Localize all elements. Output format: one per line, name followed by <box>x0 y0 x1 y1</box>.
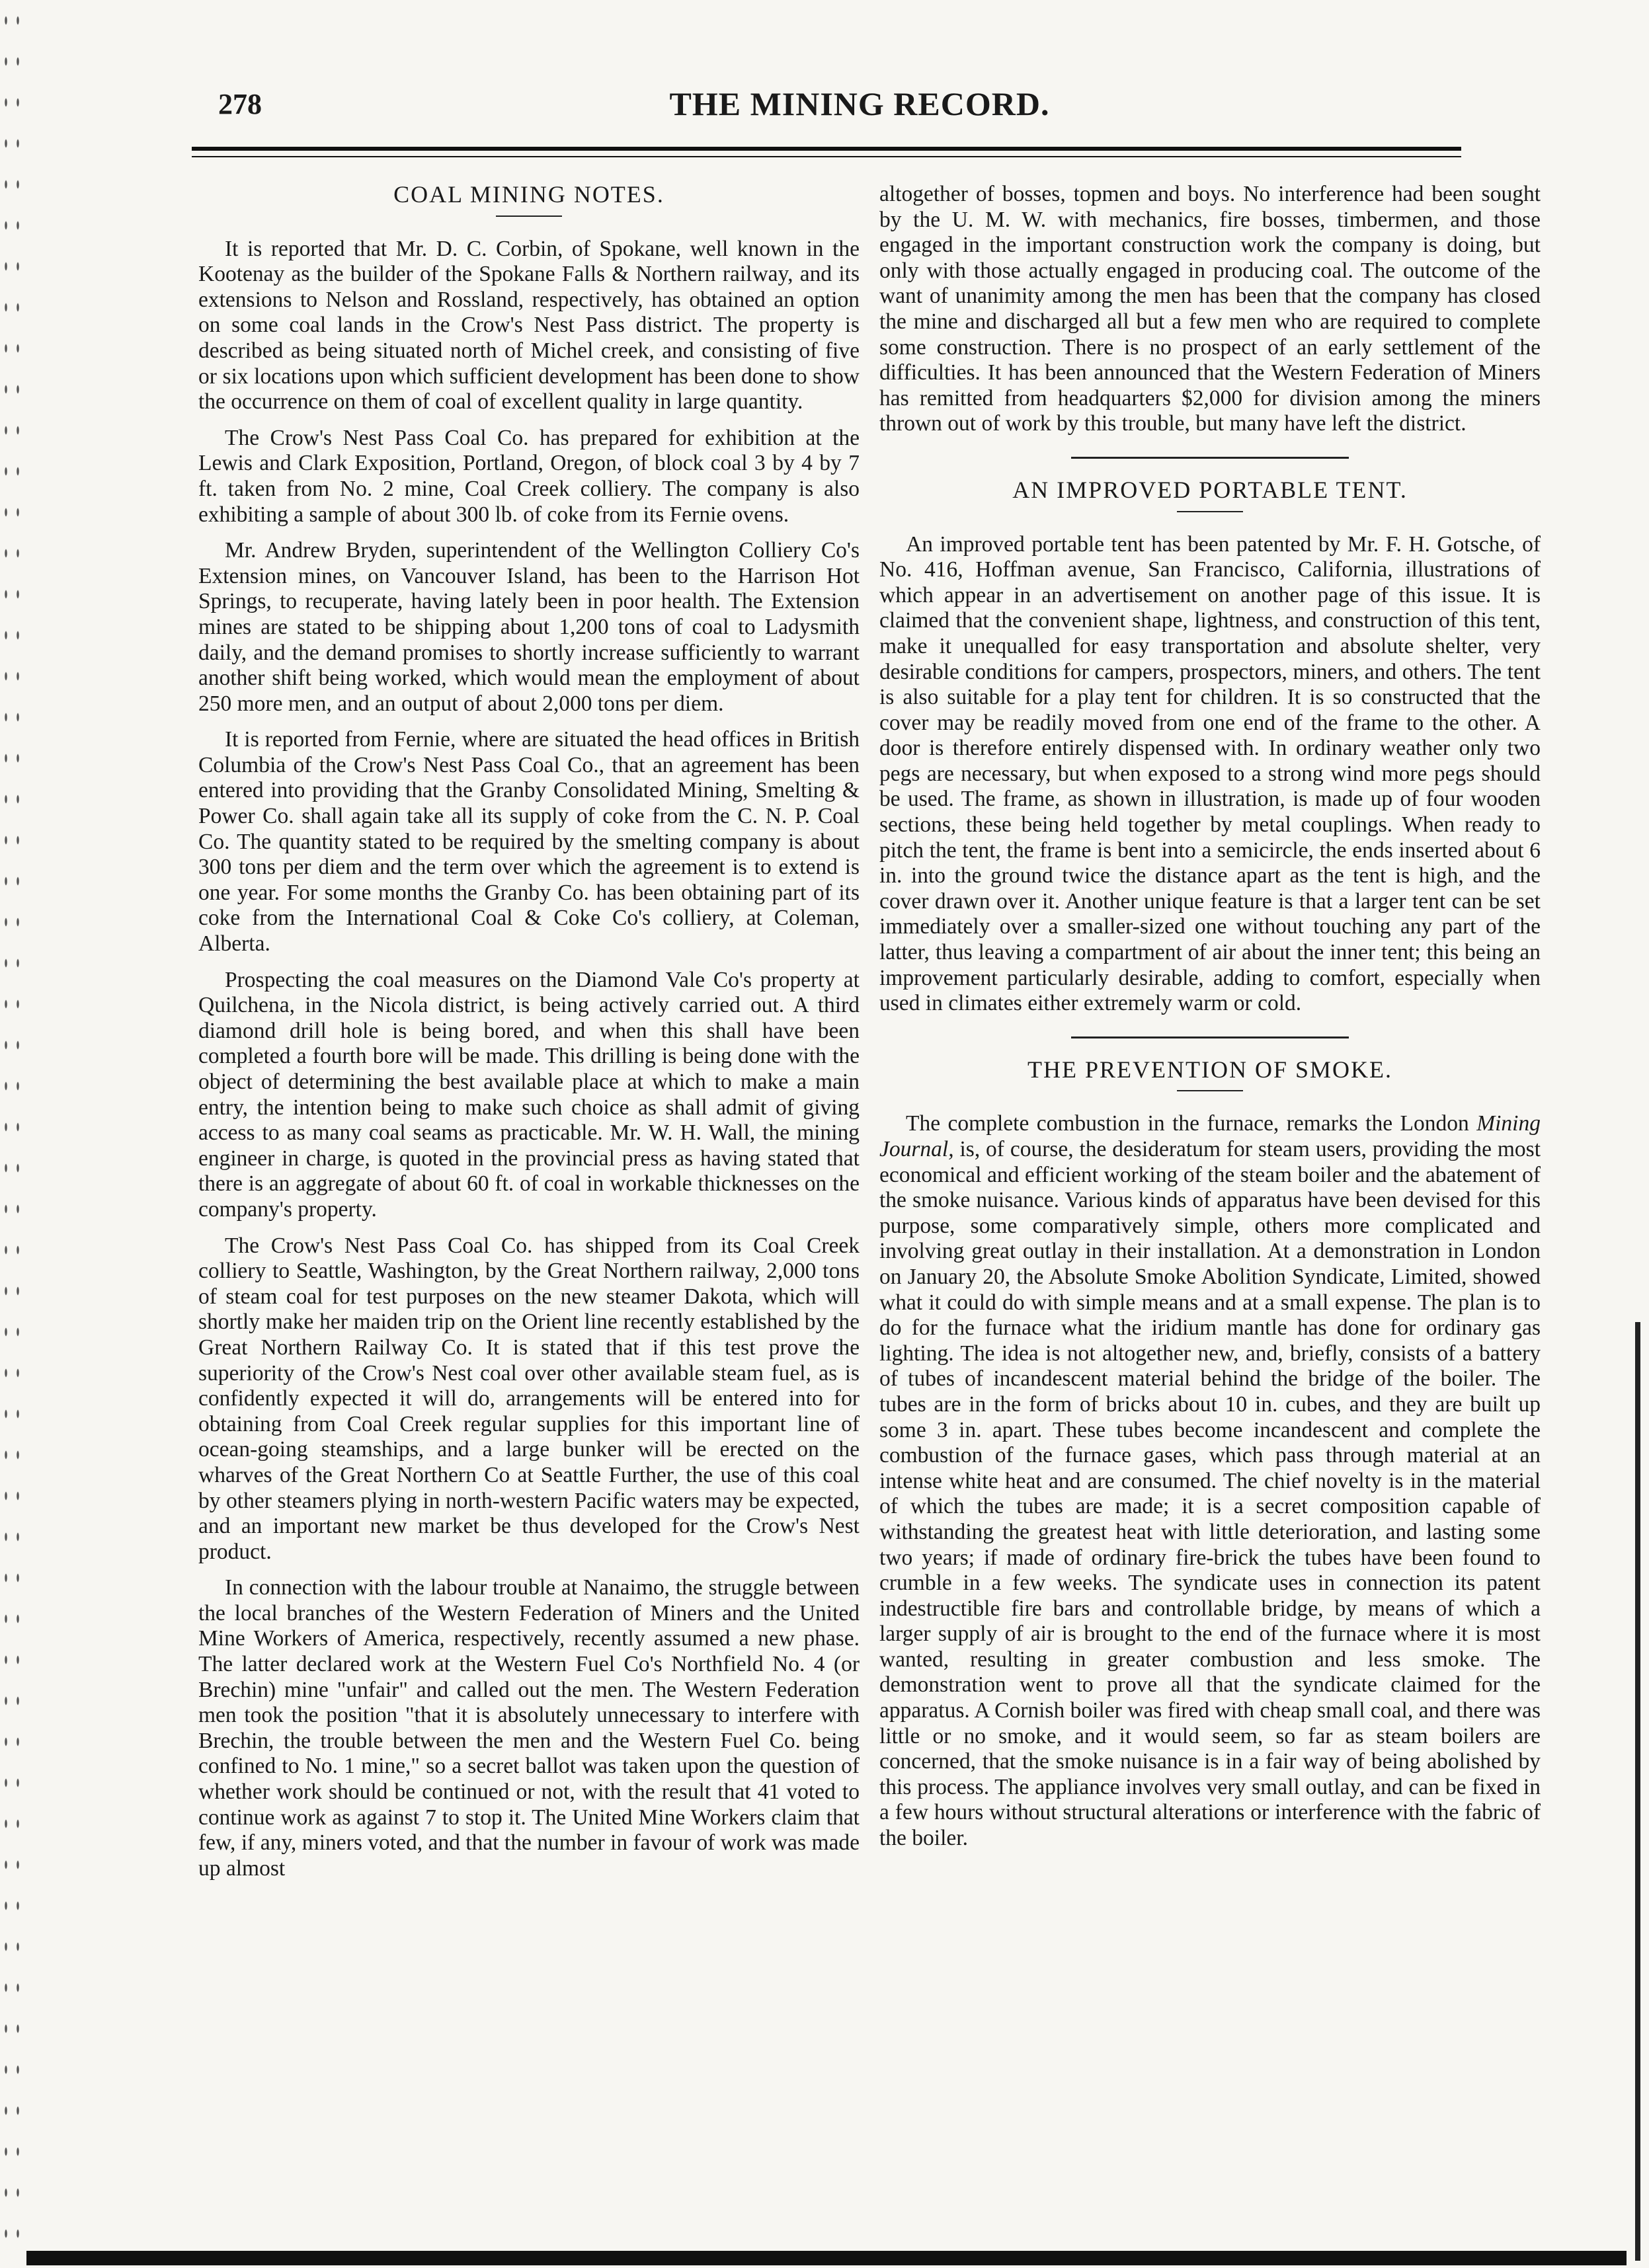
section-divider <box>1071 457 1349 459</box>
article-paragraph: It is reported that Mr. D. C. Corbin, of Spokane, well known in the Kootenay as the builder of the Spokane Falls & Northern railway, and its extensions to Nelson and Rossland, respectively, has obtained an option on some coal lands in the Crow's Nest Pass district. The property is described as being situated north of Michel creek, and consisting of five or six locations upon which sufficient development has been done to show the occurrence on them of coal of excellent quality in large quantity. <box>198 236 860 414</box>
masthead-title: THE MINING RECORD. <box>669 85 1050 122</box>
heading-underline <box>1177 1090 1243 1091</box>
masthead-rule-thick <box>192 147 1461 151</box>
article-paragraph: An improved portable tent has been patented by Mr. F. H. Gotsche, of No. 416, Hoffman avenue, San Francisco, California, illustrations of which appear in an advertisement on another page of this issue. It is claimed that the convenient shape, lightness, and construction of this tent, make it unequalled for easy transportation and absolute shelter, very desirable conditions for campers, prospectors, miners, and others. The tent is also suitable for a play tent for children. It is so constructed that the cover may be readily moved from one end of the frame to the other. A door is therefore entirely dispensed with. In ordinary weather only two pegs are necessary, but when exposed to a strong wind more pegs should be used. The frame, as shown in illustration, is made up of four wooden sections, these being held together by metal couplings. When ready to pitch the tent, the frame is bent into a semicircle, the ends inserted about 6 in. into the ground twice the distance apart as the tent is high, and the cover drawn over it. Another unique feature is that a larger tent can be set immediately over a smaller-sized one without touching any part of the latter, thus leaving a compartment of air about the inner tent; this being an improvement particularly desirable, adding to comfort, especially when used in climates either extremely warm or cold. <box>879 531 1541 1016</box>
smoke-lead-text: The complete combustion in the furnace, remarks the London <box>906 1111 1469 1136</box>
article-paragraph: In connection with the labour trouble at Nanaimo, the struggle between the local branches of the Western Federation of Miners and the United Mine Workers of America, respectively, recently assumed a new phase. The latter declared work at the Western Fuel Co's Northfield No. 4 (or Brechin) mine "unfair" and called out the men. The Western Federation men took the position "that it is absolutely unnecessary to interfere with Brechin, the trouble between the men and the Western Fuel Co. being confined to No. 1 mine," so a secret ballot was taken upon the question of whether work should be continued or not, with the result that 41 voted to continue work as against 7 to stop it. The United Mine Workers claim that few, if any, miners voted, and that the number in favour of work was made up almost <box>198 1575 860 1881</box>
article-paragraph: The Crow's Nest Pass Coal Co. has prepared for exhibition at the Lewis and Clark Exposition, Portland, Oregon, of block coal 3 by 4 by 7 ft. taken from No. 2 mine, Coal Creek colliery. The company is also exhibiting a sample of about 300 lb. of coke from its Fernie ovens. <box>198 425 860 527</box>
scan-bottom-edge <box>26 2251 1627 2265</box>
article-paragraph: Prospecting the coal measures on the Diamond Vale Co's property at Quilchena, in the Nicola district, is being actively carried out. A third diamond drill hole is being bored, and when this shall have been completed a fourth bore will be made. This drilling is being done with the object of determining the best available place at which to make a main entry, the intention being to make such choice as shall admit of giving access to as many coal seams as practicable. Mr. W. H. Wall, the mining engineer in charge, is quoted in the provincial press as having stated that there is an aggregate of about 60 ft. of coal in workable thicknesses on the company's property. <box>198 967 860 1222</box>
masthead-rule-thin <box>192 156 1461 157</box>
heading-underline <box>1177 511 1243 512</box>
page-number: 278 <box>218 88 262 120</box>
smoke-body-text: is, of course, the desideratum for steam users, providing the most economical and efficient working of the steam boiler and the abatement of the smoke nuisance. Various kinds of apparatus have been devised for this purpose, some comparatively simple, others more complicated and involving great outlay in their installation. At a demonstration in London on January 20, the Absolute Smoke Abolition Syndicate, Limited, showed what it could do with simple means and at a small expense. The plan is to do for the furnace what the iridium mantle has done for ordinary gas lighting. The idea is not altogether new, and, briefly, consists of a battery of tubes of incandescent material behind the bridge of the boiler. The tubes are in the form of bricks about 10 in. cubes, and they are built up some 3 in. apart. These tubes become incandescent and complete the combustion of the furnace gases, which pass through material at an intense white heat and are consumed. The chief novelty is in the material of which the tubes are made; it is a secret composition capable of withstanding the greatest heat with little deterioration, and lasting some two years; if made of ordinary fire-brick the tubes have been found to crumble in a few weeks. The syndicate uses in connection its patent indestructible fire bars and controllable bridge, by means of which a larger supply of air is brought to the end of the furnace where it is most wanted, resulting in greater combustion and less smoke. The demonstration went to prove all that the syndicate claimed for the apparatus. A Cornish boiler was fired with cheap small coal, and there was little or no smoke, and it would seem, so far as steam boilers are concerned, that the smoke nuisance is in a fair way of being abolished by this process. The appliance involves very small outlay, and can be fixed in a few hours without structural alterations or interference with the fabric of the boiler. <box>879 1137 1541 1851</box>
heading-underline <box>496 215 562 217</box>
article-paragraph <box>879 1111 1541 1851</box>
scan-edge-specks <box>0 0 26 2268</box>
journal-title: Mining Journal, <box>879 1111 1541 1161</box>
article-paragraph: It is reported from Fernie, where are situated the head offices in British Columbia of the Crow's Nest Pass Coal Co., that an agreement has been entered into providing that the Granby Consolidated Mining, Smelting & Power Co. shall again take all its supply of coke from the C. N. P. Coal Co. The quantity stated to be required by the smelting company is about 300 tons per diem and the term over which the agreement is to extend is one year. For some months the Granby Co. has been obtaining part of its coke from the International Coal & Coke Co's colliery, at Coleman, Alberta. <box>198 727 860 957</box>
article-paragraph: The Crow's Nest Pass Coal Co. has shipped from its Coal Creek colliery to Seattle, Washington, by the Great Northern railway, 2,000 tons of steam coal for test purposes on the new steamer Dakota, which will shortly make her maiden trip on the Orient line recently established by the Great Northern Railway Co. It is stated that if this test prove the superiority of the Crow's Nest coal over other available steam fuel, as is confidently expected it will do, arrangements will be entered into for obtaining from Coal Creek regular supplies for this important line of ocean-going steamships, and a large bunker will be erected on the wharves of the Great Northern Co at Seattle Further, the use of this coal by other steamers plying in north-western Pacific waters may be expected, and an important new market be thus developed for the Crow's Nest product. <box>198 1233 860 1564</box>
left-column <box>198 182 860 1892</box>
right-column <box>879 182 1541 1862</box>
article-paragraph: Mr. Andrew Bryden, superintendent of the Wellington Colliery Co's Extension mines, on Vancouver Island, has been to the Harrison Hot Springs, to recuperate, having lately been in poor health. The Extension mines are stated to be shipping about 1,200 tons of coal to Ladysmith daily, and the demand promises to shortly increase sufficiently to warrant another shift being worked, which would mean the employment of about 250 more men, and an output of about 2,000 tons per diem. <box>198 538 860 716</box>
scan-right-edge <box>1635 1322 1640 2261</box>
article-continuation: altogether of bosses, topmen and boys. No interference had been sought by the U. M. W. with mechanics, fire bosses, timbermen, and those engaged in the important construction work the company is doing, but only with those actually engaged in producing coal. The outcome of the want of unanimity among the men has been that the company has closed the mine and discharged all but a few men who are required to complete some construction. There is no prospect of an early settlement of the difficulties. It has been announced that the Western Federation of Miners has remitted from headquarters $2,000 for division among the miners thrown out of work by this trouble, but many have left the district. <box>879 182 1541 436</box>
portable-tent-heading: AN IMPROVED PORTABLE TENT. <box>1012 476 1408 503</box>
coal-mining-notes-heading: COAL MINING NOTES. <box>393 181 664 208</box>
prevention-of-smoke-heading: THE PREVENTION OF SMOKE. <box>1027 1056 1392 1083</box>
section-divider <box>1071 1036 1349 1038</box>
